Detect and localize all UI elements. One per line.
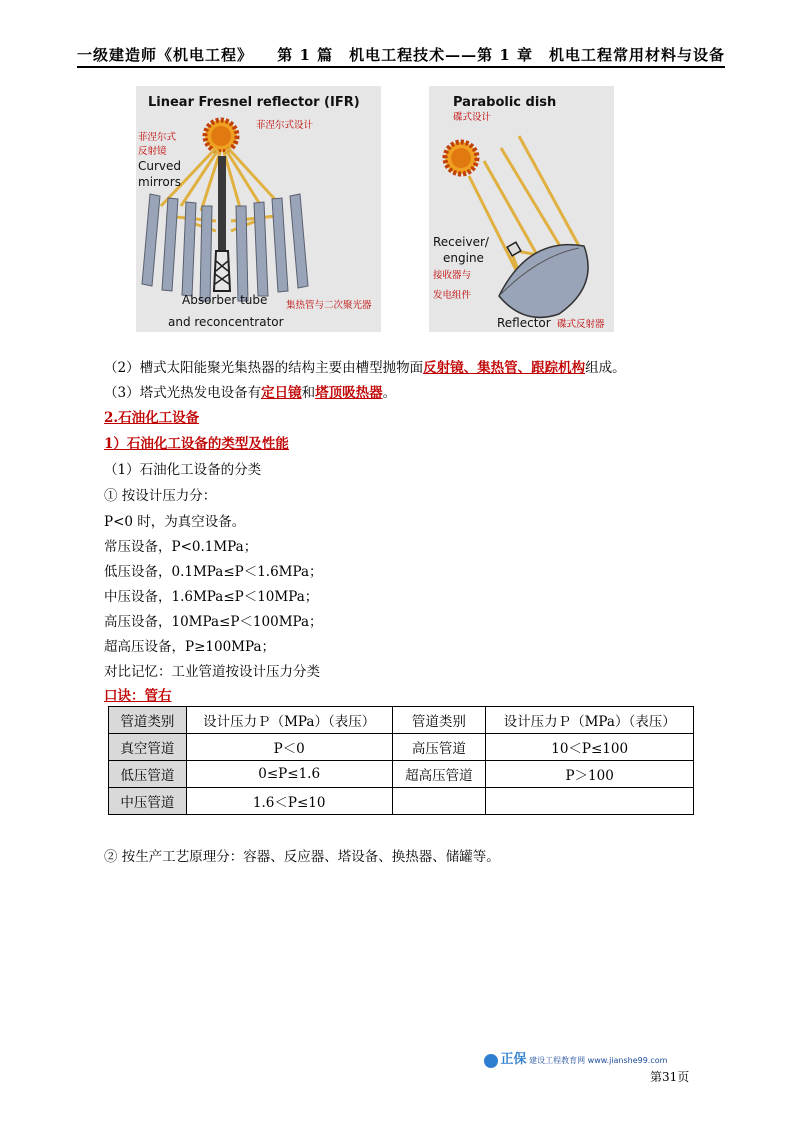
logo-icon (484, 1054, 498, 1068)
table-header-row (109, 707, 694, 734)
figure-parabolic-dish (429, 86, 614, 332)
section-heading-petrochemical: 2.石油化工设备 (104, 410, 200, 426)
table-cell: 超高压管道 (392, 761, 486, 788)
absorber-label-cn: 集热管与二次聚光器 (286, 300, 372, 311)
mirror-label-cn-2: 反射镜 (138, 146, 167, 157)
list-item: 低压设备，0.1MPa≤P＜1.6MPa； (104, 564, 323, 580)
sun-icon (205, 120, 237, 152)
table-cell: 0≤P≤1.6 (186, 761, 392, 788)
classification-heading: （1）石油化工设备的分类 (104, 462, 262, 478)
list-item: 常压设备，P<0.1MPa； (104, 539, 258, 555)
header-chapter-title: 第 1 篇 机电工程技术——第 1 章 机电工程常用材料与设备 (277, 46, 725, 64)
mnemonic: 口诀：管右 (104, 688, 172, 704)
figure-left-title: Linear Fresnel reflector (IFR) (148, 95, 360, 110)
pipe-pressure-table (108, 706, 694, 815)
table-header-cell: 设计压力Ｐ（MPa）（表压） (486, 707, 694, 734)
absorber-label-1: Absorber tube (182, 293, 268, 307)
figure-linear-fresnel (136, 86, 381, 332)
table-header-cell: 管道类别 (109, 707, 187, 734)
page-number: 第31页 (650, 1070, 690, 1084)
header-book-title: 一级建造师《机电工程》 (77, 46, 254, 64)
table-cell: 真空管道 (109, 734, 187, 761)
figure-right-title: Parabolic dish (453, 95, 557, 110)
table-cell: P＞100 (486, 761, 694, 788)
table-row (109, 734, 694, 761)
mirror-label-en-1: Curved (138, 159, 182, 173)
reflector-label-cn: 碟式反射器 (557, 319, 605, 330)
receiver-label-cn-1: 接收器与 (433, 270, 472, 281)
table-row (109, 788, 694, 815)
sun-icon (445, 142, 477, 174)
highlight-heliostat: 定日镜 (261, 385, 302, 401)
footer-logo (484, 1048, 667, 1068)
absorber-label-2: and reconcentrator (168, 315, 284, 329)
footer-brand: 正保 (500, 1052, 527, 1067)
comparison-note: 对比记忆：工业管道按设计压力分类 (104, 664, 320, 680)
table-header-cell: 管道类别 (392, 707, 486, 734)
footer-site: 建设工程教育网 www.jianshe99.com (529, 1056, 668, 1065)
header-divider (77, 66, 725, 68)
table-cell: 高压管道 (392, 734, 486, 761)
receiver-label-1: Receiver/ (433, 235, 489, 249)
subsection-heading-types: 1）石油化工设备的类型及性能 (104, 436, 289, 452)
highlight-trough-parts: 反射镜、集热管、跟踪机构 (423, 360, 586, 376)
paragraph-tower-equipment: （3）塔式光热发电设备有定日镜和塔顶吸热器。 (104, 385, 397, 401)
mirror-label-cn-1: 菲涅尔式 (138, 132, 177, 143)
receiver-label-cn-2: 发电组件 (433, 290, 472, 301)
by-pressure-heading: ① 按设计压力分： (104, 488, 217, 504)
receiver-label-2: engine (443, 251, 484, 265)
list-item: 超高压设备，P≥100MPa； (104, 639, 276, 655)
table-cell (392, 788, 486, 815)
reflector-label: Reflector (497, 316, 551, 330)
table-cell: 1.6＜P≤10 (186, 788, 392, 815)
table-cell: 中压管道 (109, 788, 187, 815)
figure-right-title-cn: 碟式设计 (453, 112, 492, 123)
highlight-tower-receiver: 塔顶吸热器 (315, 385, 383, 401)
table-header-cell: 设计压力Ｐ（MPa）（表压） (186, 707, 392, 734)
figure-left-title-cn: 菲涅尔式设计 (256, 120, 314, 131)
table-cell (486, 788, 694, 815)
list-item: 中压设备，1.6MPa≤P＜10MPa； (104, 589, 319, 605)
table-row (109, 761, 694, 788)
table-cell: 10＜P≤100 (486, 734, 694, 761)
paragraph-trough-collector: （2）槽式太阳能聚光集热器的结构主要由槽型抛物面反射镜、集热管、跟踪机构组成。 (104, 360, 626, 376)
by-process-paragraph: ② 按生产工艺原理分：容器、反应器、塔设备、换热器、储罐等。 (104, 849, 500, 865)
list-item: 高压设备，10MPa≤P＜100MPa； (104, 614, 323, 630)
mirror-label-en-2: mirrors (138, 175, 181, 189)
list-item: P<0 时，为真空设备。 (104, 514, 246, 530)
table-cell: 低压管道 (109, 761, 187, 788)
table-cell: P＜0 (186, 734, 392, 761)
